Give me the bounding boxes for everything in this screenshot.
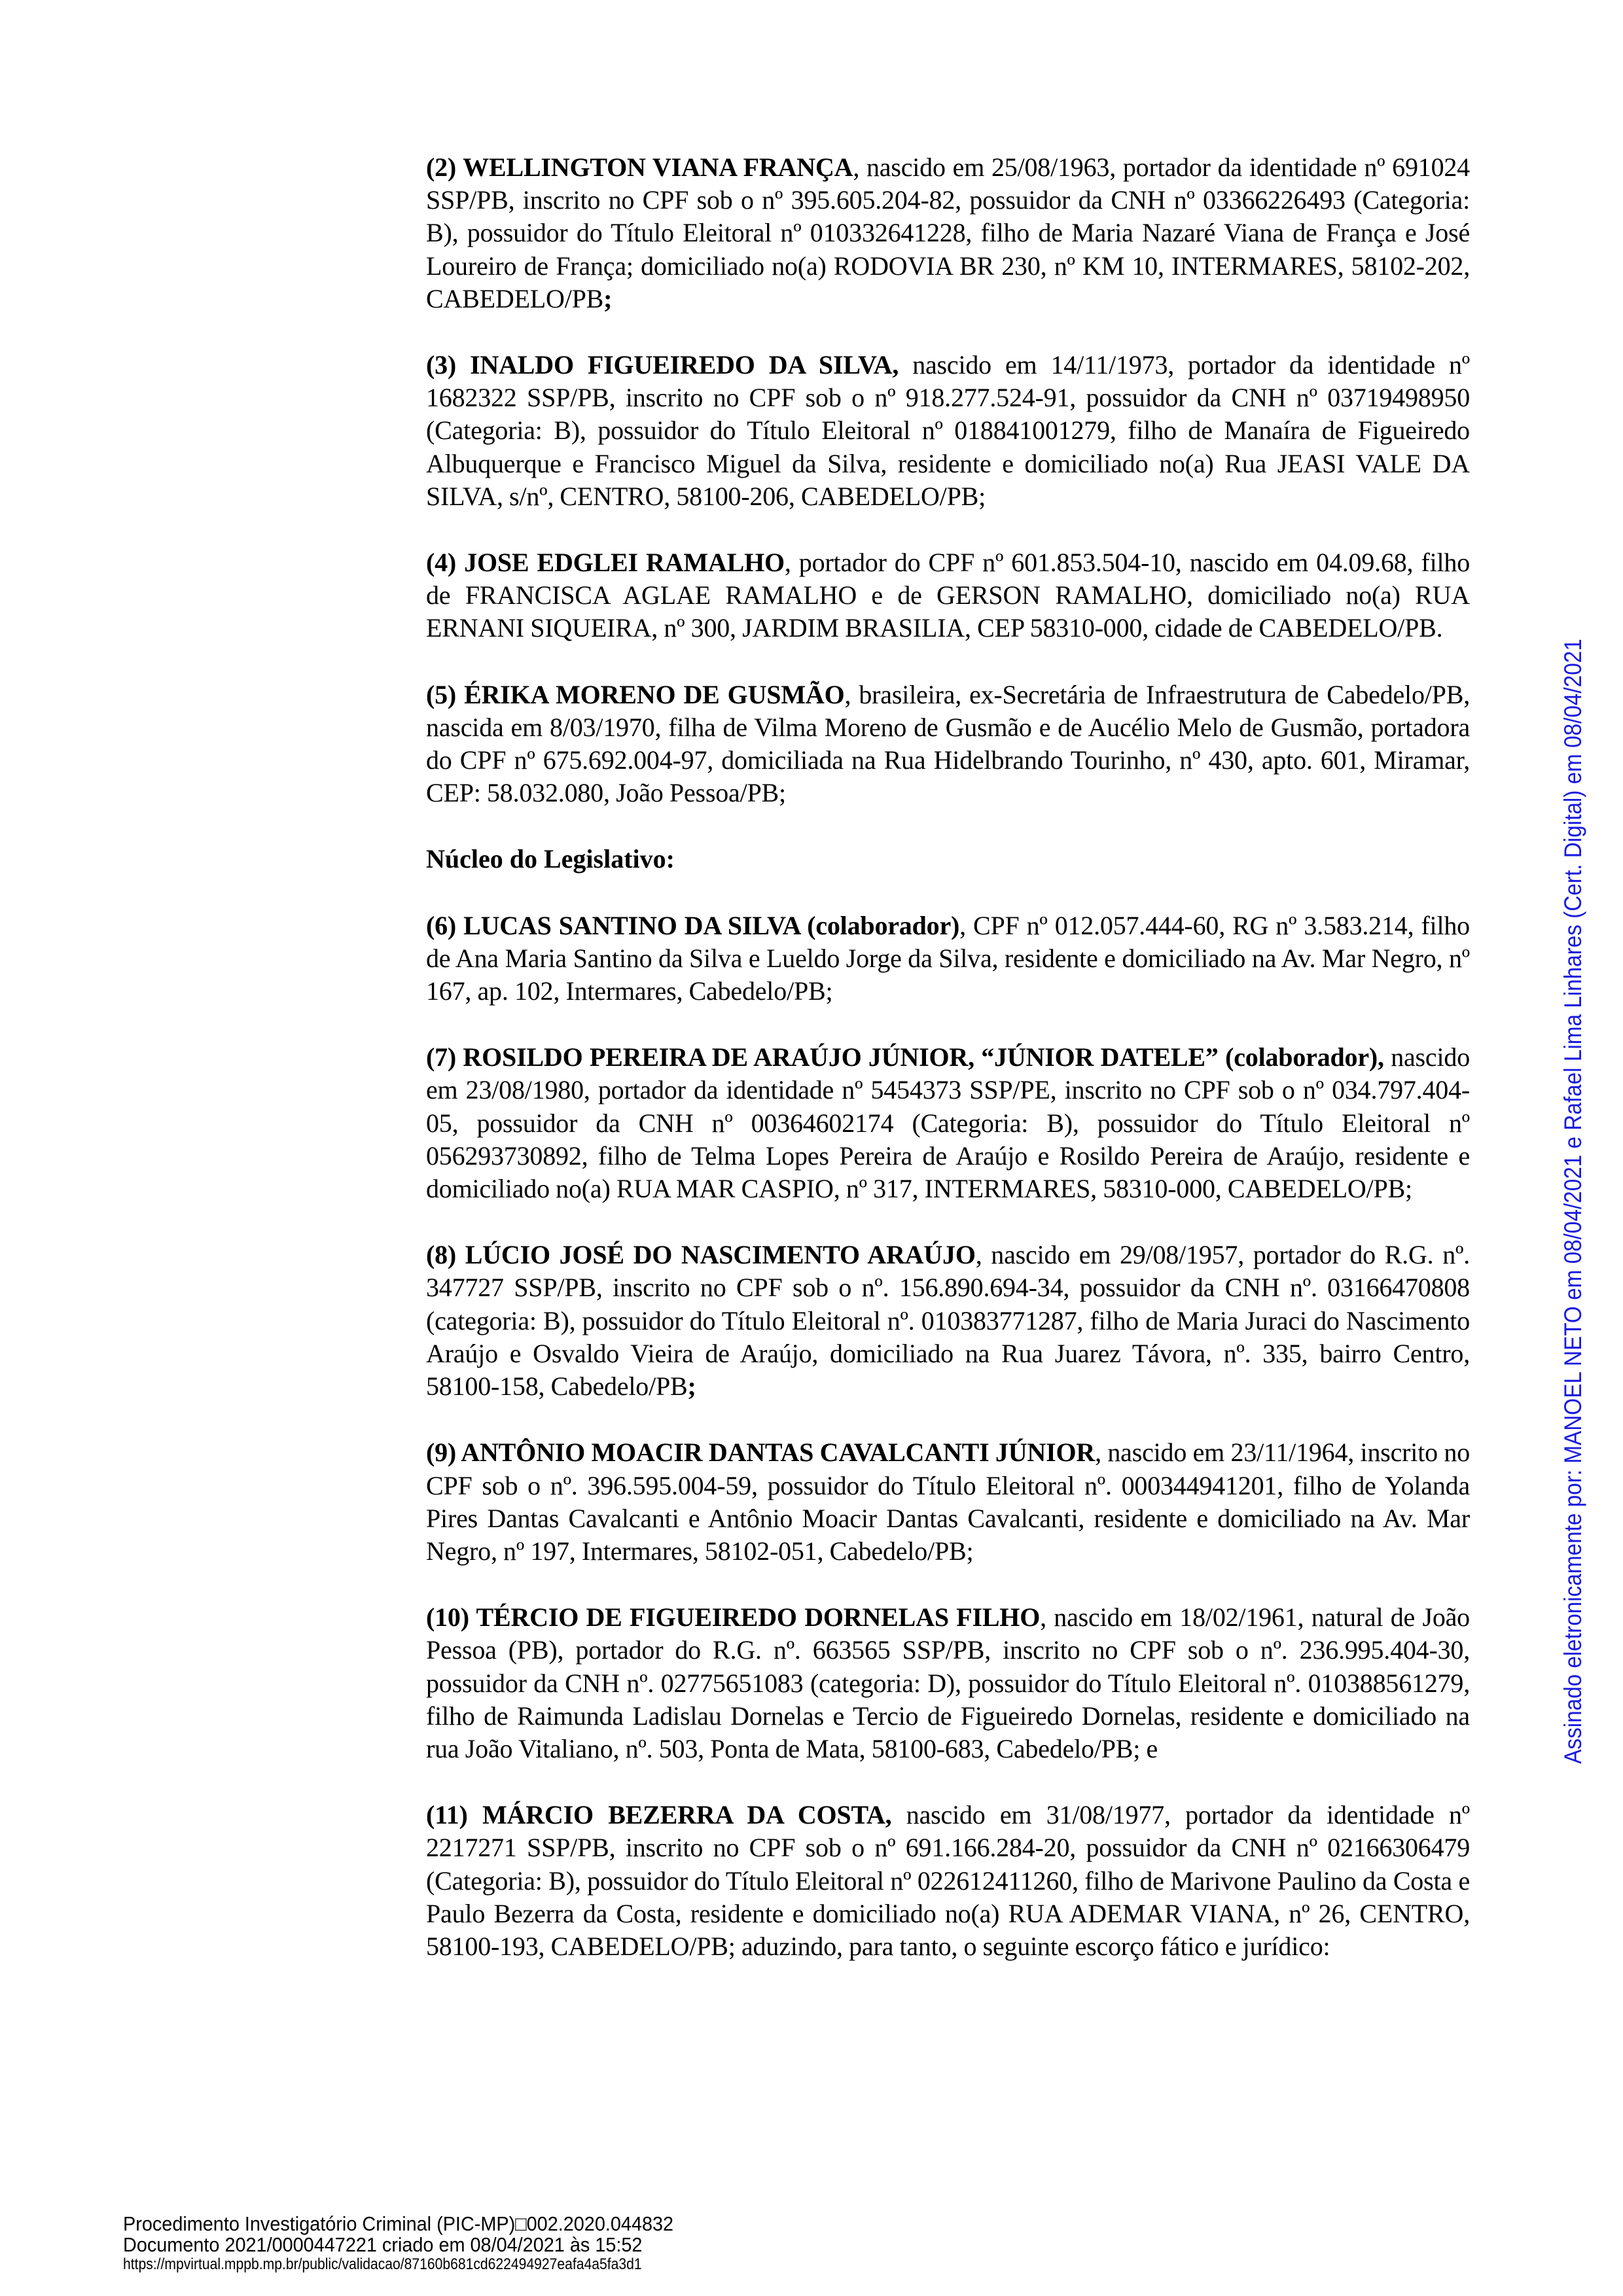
defendant-name: (9) ANTÔNIO MOACIR DANTAS CAVALCANTI JÚNIOR: [426, 1438, 1096, 1468]
signature-stamp-text: Assinado eletronicamente por: MANOEL NETO em 08/04/2021 e Rafael Lima Linhares (Cert. Digital) em 08/04/2021: [1560, 639, 1586, 1764]
defendant-paragraph-9: [426, 1436, 1470, 1568]
defendant-details: , brasileira, ex-Secretária de Infraestrutura de Cabedelo/PB, nascida em 8/03/1970, filha de Vilma Moreno de Gusmão e de Aucélio Melo de Gusmão, portadora do CPF nº 675.692.004-97, domiciliada na Rua Hidelbrando Tourinho, nº 430, apto. 601, Miramar, CEP: 58.032.080, João Pessoa/PB;: [426, 679, 1471, 808]
defendant-name: (3) INALDO FIGUEIREDO DA SILVA,: [426, 350, 899, 380]
defendant-paragraph-7: [426, 1041, 1470, 1205]
footer-document-created: Documento 2021/0000447221 criado em 08/04/2021 às 15:52: [123, 2233, 643, 2256]
defendant-name: (6) LUCAS SANTINO DA SILVA (colaborador): [426, 910, 960, 940]
defendant-details: nascido em 31/08/1977, portador da identidade nº 2217271 SSP/PB, inscrito no CPF sob o nº 691.166.284-20, possuidor da CNH nº 02166306479 (Categoria: B), possuidor do Título Eleitoral nº 022612411260, filho de Marivone Paulino da Costa e Paulo Bezerra da Costa, residente e domiciliado no(a) RUA ADEMAR VIANA, nº 26, CENTRO, 58100-193, CABEDELO/PB; aduzindo, para tanto, o seguinte escorço fático e jurídico:: [426, 1800, 1470, 1961]
paragraph-terminator: ;: [603, 283, 613, 313]
document-footer: [123, 2214, 715, 2274]
defendant-name: (11) MÁRCIO BEZERRA DA COSTA,: [426, 1800, 892, 1830]
footer-procedure-id: Procedimento Investigatório Criminal (PIC-MP)□002.2020.044832: [123, 2212, 674, 2235]
defendant-paragraph-6: [426, 910, 1470, 1008]
defendant-details: , nascido em 23/11/1964, inscrito no CPF sob o nº. 396.595.004-59, possuidor do Título Eleitoral nº. 000344941201, filho de Yolanda Pires Dantas Cavalcanti e Antônio Moacir Dantas Cavalcanti, residente e domiciliado na Av. Mar Negro, nº 197, Intermares, 58102-051, Cabedelo/PB;: [426, 1438, 1470, 1566]
defendant-paragraph-3: [426, 349, 1470, 513]
defendant-name: (5) ÉRIKA MORENO DE GUSMÃO: [426, 679, 845, 709]
defendant-paragraph-5: [426, 679, 1470, 810]
paragraph-terminator: ;: [687, 1371, 696, 1402]
defendant-name: (8) LÚCIO JOSÉ DO NASCIMENTO ARAÚJO: [426, 1240, 976, 1270]
defendant-paragraph-10: [426, 1601, 1470, 1765]
defendant-details: , portador do CPF nº 601.853.504-10, nascido em 04.09.68, filho de FRANCISCA AGLAE RAMALHO e de GERSON RAMALHO, domiciliado no(a) RUA ERNANI SIQUEIRA, nº 300, JARDIM BRASILIA, CEP 58310-000, cidade de CABEDELO/PB.: [426, 548, 1470, 643]
footer-validation-url[interactable]: https://mpvirtual.mppb.mp.br/public/validacao/87160b681cd622494927eafa4a5fa3d1: [123, 2255, 642, 2273]
defendant-details: , nascido em 29/08/1957, portador do R.G. nº. 347727 SSP/PB, inscrito no CPF sob o nº. 156.890.694-34, possuidor da CNH nº. 03166470808 (categoria: B), possuidor do Título Eleitoral nº. 010383771287, filho de Maria Juraci do Nascimento Araújo e Osvaldo Vieira de Araújo, domiciliado na Rua Juarez Távora, nº. 335, bairro Centro, 58100-158, Cabedelo/PB: [426, 1240, 1470, 1402]
defendant-name: (4) JOSE EDGLEI RAMALHO: [426, 548, 785, 578]
defendant-name: (10) TÉRCIO DE FIGUEIREDO DORNELAS FILHO: [426, 1602, 1041, 1633]
defendant-details: , CPF nº 012.057.444-60, RG nº 3.583.214, filho de Ana Maria Santino da Silva e Lueldo Jorge da Silva, residente e domiciliado na Av. Mar Negro, nº 167, ap. 102, Intermares, Cabedelo/PB;: [426, 910, 1470, 1006]
defendant-paragraph-2: [426, 151, 1470, 315]
defendant-name: (7) ROSILDO PEREIRA DE ARAÚJO JÚNIOR, “JÚNIOR DATELE” (colaborador),: [426, 1042, 1384, 1072]
defendant-details: , nascido em 25/08/1963, portador da identidade nº 691024 SSP/PB, inscrito no CPF sob o nº 395.605.204-82, possuidor da CNH nº 03366226493 (Categoria: B), possuidor do Título Eleitoral nº 010332641228, filho de Maria Nazaré Viana de França e José Loureiro de França; domiciliado no(a) RODOVIA BR 230, nº KM 10, INTERMARES, 58102-202, CABEDELO/PB: [426, 152, 1470, 313]
defendant-name: (2) WELLINGTON VIANA FRANÇA: [426, 152, 853, 182]
defendant-paragraph-8: [426, 1239, 1470, 1403]
defendant-paragraph-4: [426, 546, 1470, 645]
section-heading-legislativo: Núcleo do Legislativo:: [426, 844, 675, 874]
defendant-details: nascido em 14/11/1973, portador da identidade nº 1682322 SSP/PB, inscrito no CPF sob o nº 918.277.524-91, possuidor da CNH nº 03719498950 (Categoria: B), possuidor do Título Eleitoral nº 018841001279, filho de Manaíra de Figueiredo Albuquerque e Francisco Miguel da Silva, residente e domiciliado no(a) Rua JEASI VALE DA SILVA, s/nº, CENTRO, 58100-206, CABEDELO/PB;: [426, 350, 1470, 511]
document-body: [426, 151, 1470, 1996]
defendant-paragraph-11: [426, 1799, 1470, 1963]
defendant-details: nascido em 23/08/1980, portador da identidade nº 5454373 SSP/PE, inscrito no CPF sob o nº 034.797.404-05, possuidor da CNH nº 00364602174 (Categoria: B), possuidor do Título Eleitoral nº 056293730892, filho de Telma Lopes Pereira de Araújo e Rosildo Pereira de Araújo, residente e domiciliado no(a) RUA MAR CASPIO, nº 317, INTERMARES, 58310-000, CABEDELO/PB;: [426, 1042, 1470, 1204]
defendant-details: , nascido em 18/02/1961, natural de João Pessoa (PB), portador do R.G. nº. 663565 SSP/PB, inscrito no CPF sob o nº. 236.995.404-30, possuidor da CNH nº. 02775651083 (categoria: D), possuidor do Título Eleitoral nº. 010388561279, filho de Raimunda Ladislau Dornelas e Tercio de Figueiredo Dornelas, residente e domiciliado na rua João Vitaliano, nº. 503, Ponta de Mata, 58100-683, Cabedelo/PB; e: [426, 1602, 1470, 1763]
